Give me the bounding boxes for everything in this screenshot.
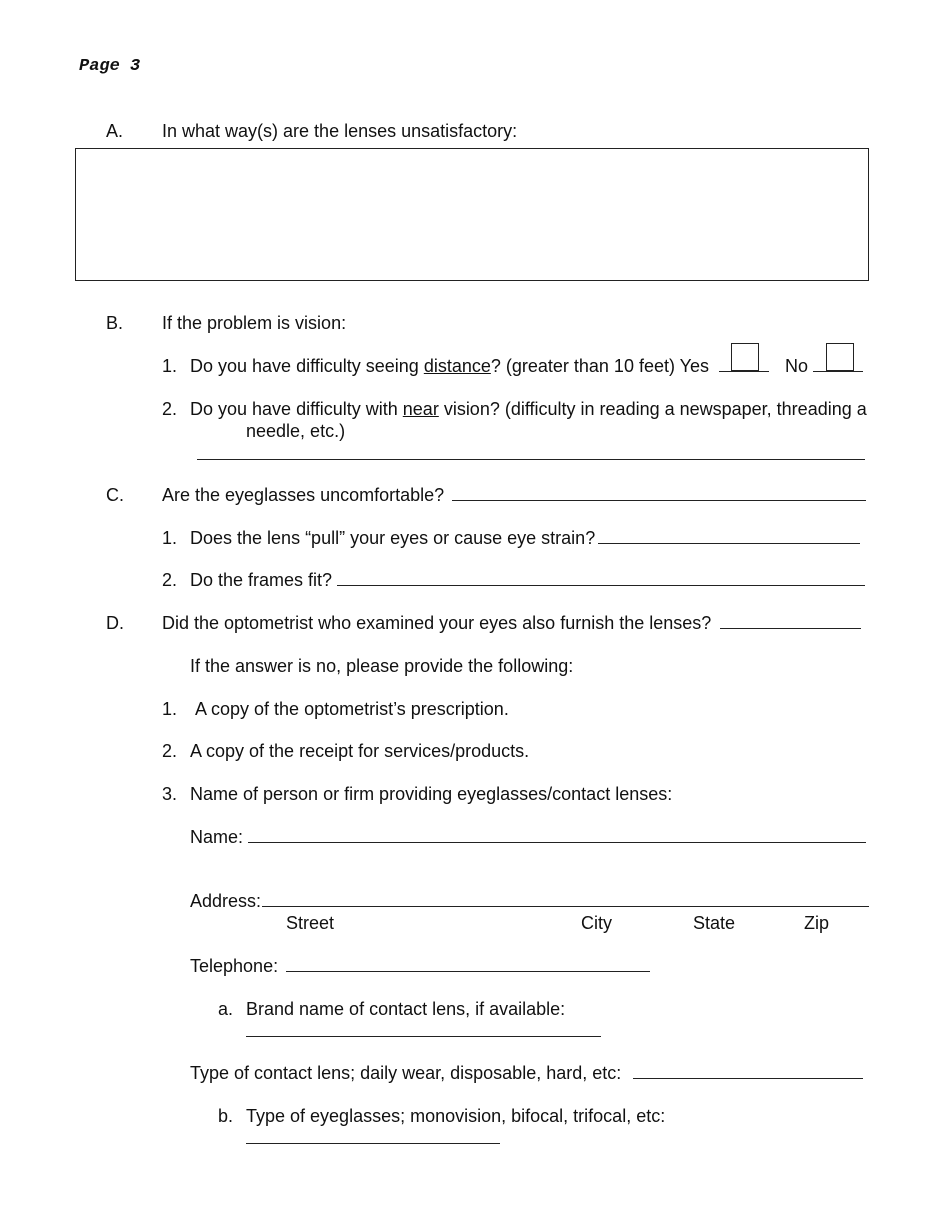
d-item2-text: A copy of the receipt for services/products. bbox=[190, 741, 530, 761]
section-c-letter: C. bbox=[106, 485, 124, 505]
frames-fit-answer-line[interactable] bbox=[337, 569, 865, 591]
contact-type-text: Type of contact lens; daily wear, disposable, hard, etc: bbox=[190, 1063, 622, 1083]
d-b-text: Type of eyeglasses; monovision, bifocal, trifocal, etc: bbox=[246, 1106, 666, 1126]
section-c-question: Are the eyeglasses uncomfortable? bbox=[162, 485, 445, 505]
address-state-label: State bbox=[693, 913, 736, 933]
d-item1-number: 1. bbox=[162, 699, 178, 719]
b-q1-underlined: distance bbox=[423, 356, 491, 376]
telephone-answer-line[interactable] bbox=[286, 955, 650, 977]
no-checkbox[interactable] bbox=[826, 343, 854, 371]
b-q1-number: 1. bbox=[162, 356, 178, 376]
eyeglasses-type-answer-line[interactable] bbox=[246, 1127, 500, 1149]
section-b-letter: B. bbox=[106, 313, 124, 333]
b-q2-text bbox=[190, 398, 867, 420]
c-q1-text: Does the lens “pull” your eyes or cause eye strain? bbox=[190, 528, 596, 548]
uncomfortable-answer-line[interactable] bbox=[452, 484, 866, 506]
section-d-letter: D. bbox=[106, 613, 124, 633]
c-q2-text: Do the frames fit? bbox=[190, 570, 333, 590]
no-label: No bbox=[785, 356, 809, 376]
c-q1-number: 1. bbox=[162, 528, 178, 548]
brand-name-answer-line[interactable] bbox=[246, 1020, 601, 1042]
section-a-question: In what way(s) are the lenses unsatisfactory: bbox=[162, 121, 518, 141]
name-label: Name: bbox=[190, 827, 244, 847]
b-q1-pre: Do you have difficulty seeing bbox=[190, 356, 424, 376]
d-item1-text: A copy of the optometrist’s prescription. bbox=[195, 699, 509, 719]
address-answer-line[interactable] bbox=[262, 890, 869, 912]
address-city-label: City bbox=[581, 913, 612, 933]
d-item2-number: 2. bbox=[162, 741, 178, 761]
address-zip-label: Zip bbox=[804, 913, 830, 933]
b-q2-continuation: needle, etc.) bbox=[246, 421, 346, 441]
d-a-letter: a. bbox=[218, 999, 234, 1019]
address-street-label: Street bbox=[286, 913, 335, 933]
telephone-label: Telephone: bbox=[190, 956, 279, 976]
b-q2-post: vision? (difficulty in reading a newspaper, threading a bbox=[438, 399, 867, 419]
d-a-text: Brand name of contact lens, if available: bbox=[246, 999, 566, 1019]
page-label: Page 3 bbox=[79, 57, 141, 76]
name-answer-line[interactable] bbox=[248, 826, 866, 848]
section-b-heading: If the problem is vision: bbox=[162, 313, 347, 333]
b-q1-post: ? (greater than 10 feet) Yes bbox=[490, 356, 710, 376]
address-label: Address: bbox=[190, 891, 262, 911]
eye-strain-answer-line[interactable] bbox=[598, 527, 860, 549]
section-d-note: If the answer is no, please provide the following: bbox=[190, 656, 574, 676]
lens-issue-textarea[interactable] bbox=[75, 148, 869, 281]
near-vision-answer-line[interactable] bbox=[197, 443, 865, 465]
d-item3-number: 3. bbox=[162, 784, 178, 804]
d-b-letter: b. bbox=[218, 1106, 234, 1126]
optometrist-answer-line[interactable] bbox=[720, 612, 861, 634]
c-q2-number: 2. bbox=[162, 570, 178, 590]
b-q2-pre: Do you have difficulty with bbox=[190, 399, 403, 419]
b-q2-underlined: near bbox=[402, 399, 439, 419]
d-item3-text: Name of person or firm providing eyeglasses/contact lenses: bbox=[190, 784, 673, 804]
b-q1-text bbox=[190, 355, 709, 377]
contact-type-answer-line[interactable] bbox=[633, 1062, 863, 1084]
section-d-question: Did the optometrist who examined your eyes also furnish the lenses? bbox=[162, 613, 712, 633]
section-a-letter: A. bbox=[106, 121, 124, 141]
b-q2-number: 2. bbox=[162, 399, 178, 419]
yes-checkbox[interactable] bbox=[731, 343, 759, 371]
